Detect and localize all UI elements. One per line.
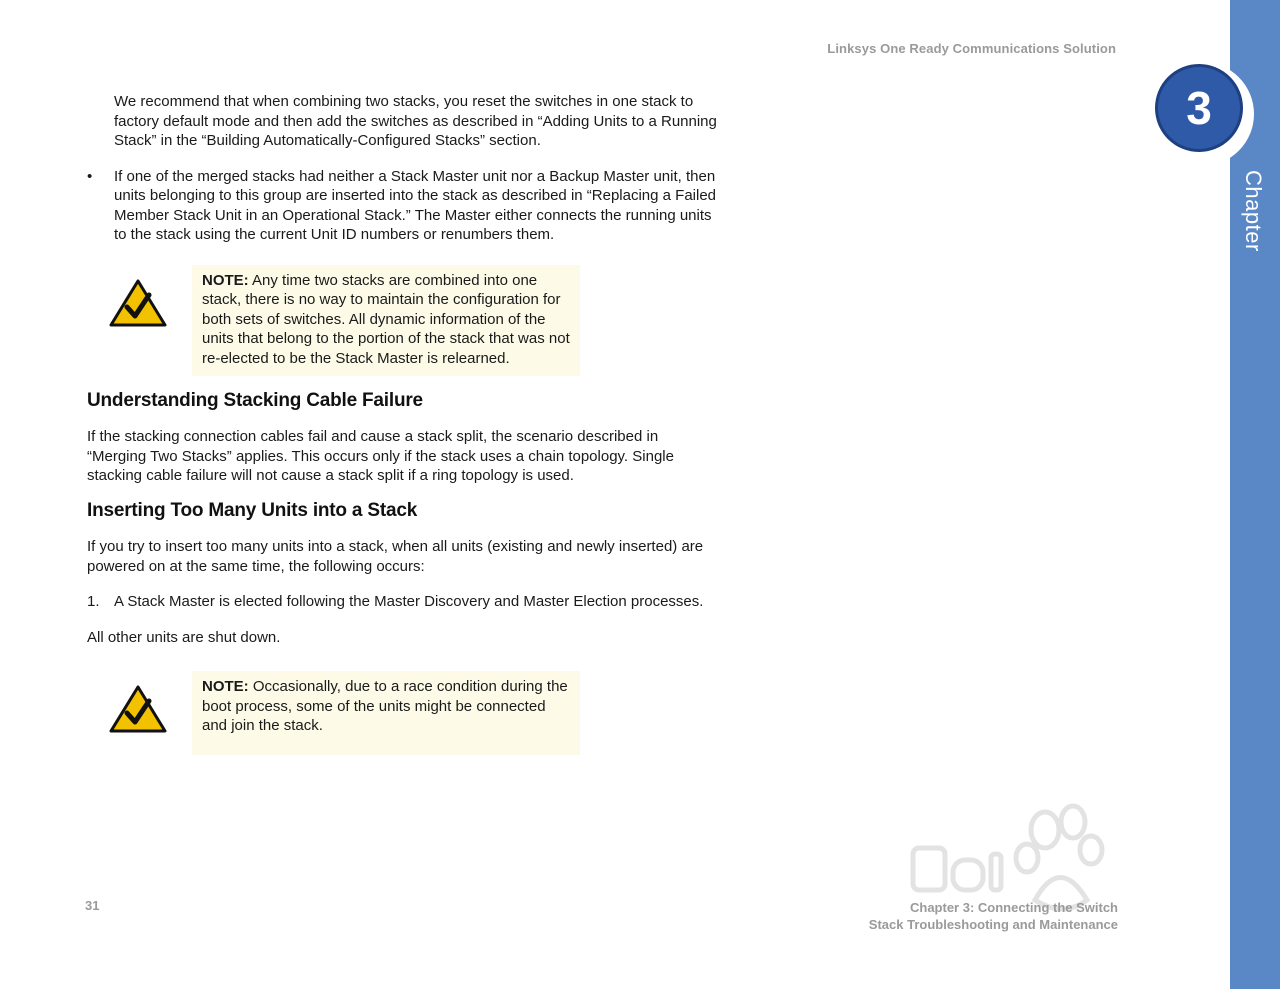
bullet-item — [87, 167, 717, 245]
page-content — [87, 92, 717, 783]
note-text-1: Any time two stacks are combined into one stack, there is no way to maintain the configuration for both sets of switches. All dynamic information of the units that belong to the portion of the stack that was not re-elected to be the Stack Master is relearned. — [202, 271, 570, 367]
paragraph-shut-down: All other units are shut down. — [87, 628, 281, 646]
note-box-1 — [192, 265, 580, 377]
chapter-number-badge: 3 — [1155, 64, 1243, 152]
note-label-2: NOTE: — [202, 678, 249, 695]
note-text-2: Occasionally, due to a race condition during the boot process, some of the units might be connected and join the stack. — [202, 678, 568, 734]
footer-section-line: Stack Troubleshooting and Maintenance — [868, 917, 1118, 932]
heading-stacking-cable-failure: Understanding Stacking Cable Failure — [87, 389, 423, 411]
list-item-text: A Stack Master is elected following the Master Discovery and Master Election processes. — [114, 593, 704, 610]
paragraph-cable-failure: If the stacking connection cables fail and cause a stack split, the scenario described in “Merging Two Stacks” applies. This occurs only if the stack uses a chain topology. Single stacking cable failure will not cause a stack split if a ring topology is used. — [87, 428, 674, 484]
footer-section — [869, 899, 1118, 933]
bullet-text: If one of the merged stacks had neither a Stack Master unit nor a Backup Master unit, then units belonging to this group are inserted into the stack as described in “Replacing a Failed Member Stack Unit in an Operational Stack.” The Master either connects the running units to the stack using the current Unit ID numbers or renumbers them. — [114, 167, 717, 243]
paragraph-too-many-units: If you try to insert too many units into a stack, when all units (existing and newly inserted) are powered on at the same time, the following occurs: — [87, 538, 704, 575]
note-callout-2 — [87, 671, 717, 783]
page-number: 31 — [85, 898, 100, 913]
heading-too-many-units: Inserting Too Many Units into a Stack — [87, 499, 418, 521]
running-header: Linksys One Ready Communications Solution — [827, 41, 1116, 56]
list-number: 1. — [87, 593, 100, 610]
checkmark-warning-icon — [109, 279, 167, 327]
bullet-marker: • — [87, 167, 93, 185]
footer-chapter-line: Chapter 3: Connecting the Switch — [909, 900, 1118, 915]
note-box-2 — [192, 671, 580, 755]
chapter-label: Chapter — [1241, 170, 1266, 252]
numbered-item-1 — [87, 592, 717, 612]
note-callout-1 — [87, 265, 717, 377]
checkmark-warning-icon — [109, 685, 167, 733]
note-label-1: NOTE: — [202, 271, 249, 289]
intro-paragraph: We recommend that when combining two stacks, you reset the switches in one stack to factory default mode and then add the switches as described in “Adding Units to a Running Stack” in the “Building Automatically-Configured Stacks” section. — [114, 93, 717, 149]
